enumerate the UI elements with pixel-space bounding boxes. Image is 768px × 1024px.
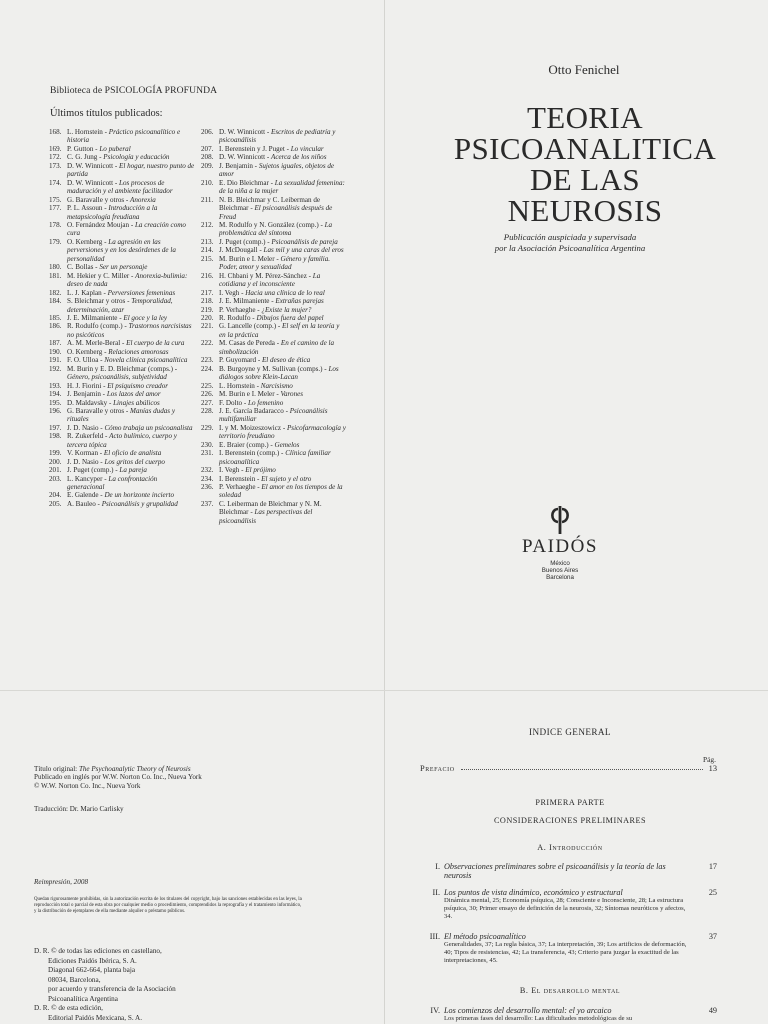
list-item-text: M. Burin y E. D. Bleichmar (comps.) - Género, psicoanálisis, subjetividad xyxy=(67,364,178,382)
list-item xyxy=(49,475,195,492)
latest-titles-heading: Últimos títulos publicados: xyxy=(50,108,163,119)
list-item-text: E. Dio Bleichmar - La sexualidad femenina: de la niña a la mujer xyxy=(219,178,345,196)
list-item-text: J. E. Milmaniente - El goce y la ley xyxy=(67,313,168,322)
list-item-text: C. Leiberman de Bleichmar y N. M. Bleichmar - Las perspectivas del psicoanálisis xyxy=(219,499,322,525)
list-item-text: I. Berenstein (comp.) - Clínica familiar psicoanalítica xyxy=(219,449,331,466)
original-title-label: Título original: xyxy=(34,765,78,773)
list-item-number: 226. xyxy=(201,390,214,399)
list-item xyxy=(201,221,347,238)
list-item xyxy=(201,449,347,466)
list-item-text: H. J. Fiorini - El psiquismo creador xyxy=(67,381,169,390)
list-item-number: 229. xyxy=(201,423,214,432)
list-item xyxy=(49,289,195,297)
list-item-text: M. Burin e I. Meler - Género y familia. Poder, amor y sexualidad xyxy=(219,254,331,272)
list-item-text: M. Rodulfo y N. González (comp.) - La problemática del síntoma xyxy=(219,220,333,238)
dot-leader xyxy=(461,769,703,770)
list-item-number: 220. xyxy=(201,313,214,322)
list-item-text: J. McDougall - Las mil y una caras del eros xyxy=(219,246,344,255)
list-item-text: O. Kernberg - Relaciones amorosas xyxy=(67,347,169,356)
list-item xyxy=(49,128,195,145)
toc-entry-number: III. xyxy=(429,932,440,941)
list-item xyxy=(49,407,195,424)
list-item-text: I. Berenstein - El sujeto y el otro xyxy=(219,474,312,483)
list-item-number: 186. xyxy=(49,322,62,331)
list-item xyxy=(49,179,195,196)
list-item-text: H. Chbani y M. Pérez-Sánchez - La cotidiana y el inconsciente xyxy=(219,271,321,289)
list-item-text: D. W. Winnicott - Acerca de los niños xyxy=(219,153,327,162)
list-item xyxy=(49,356,195,364)
list-item-text: P. Verhaeghe - El amor en los tiempos de la soledad xyxy=(219,483,343,500)
list-item-number: 214. xyxy=(201,246,214,255)
toc-entry xyxy=(412,862,717,881)
rights-line: Psicoanalítica Argentina xyxy=(48,994,118,1003)
list-item-number: 219. xyxy=(201,305,214,314)
title-line: DE LAS xyxy=(529,162,641,197)
list-item xyxy=(49,153,195,161)
toc-entry-head xyxy=(412,1006,717,1015)
list-item xyxy=(49,382,195,390)
list-item xyxy=(49,145,195,153)
list-item-text: O. Kernberg - La agresión en las perversiones y en los desórdenes de la personalidad xyxy=(67,237,176,263)
list-item xyxy=(201,289,347,297)
rights-line: 08034, Barcelona, xyxy=(48,975,101,984)
list-item xyxy=(49,196,195,204)
list-item-text: C. Bollas - Ser un personaje xyxy=(67,263,148,272)
list-item-number: 206. xyxy=(201,128,214,136)
titles-list-right xyxy=(201,128,347,525)
publisher-name: PAIDÓS xyxy=(522,536,598,557)
subtitle-line: Publicación auspiciada y supervisada xyxy=(503,232,637,242)
page-column-label: Pág. xyxy=(703,755,716,764)
list-item-text: A. M. Merle-Beral - El cuerpo de la cura xyxy=(67,339,185,348)
toc-entry-title: Los puntos de vista dinámico, económico y estructural xyxy=(444,888,623,897)
list-item-text: R. Zukerfeld - Acto bulímico, cuerpo y tercera tópica xyxy=(67,432,177,449)
list-item-number: 175. xyxy=(49,195,62,204)
list-item-number: 187. xyxy=(49,339,62,348)
list-item xyxy=(201,145,347,153)
list-item-text: V. Korman - El oficio de analista xyxy=(67,449,162,458)
title-line: TEORIA xyxy=(526,100,644,135)
list-item-number: 192. xyxy=(49,364,62,373)
list-item xyxy=(201,475,347,483)
list-item-number: 180. xyxy=(49,263,62,272)
list-item-text: M. Hekier y C. Miller - Anorexia-bulimia: deseo de nada xyxy=(67,271,188,289)
list-item xyxy=(49,449,195,457)
list-item-text: J. E. García Badaracco - Psicoanálisis multifamiliar xyxy=(219,406,328,424)
city: Buenos Aires xyxy=(541,567,579,574)
list-item xyxy=(201,314,347,322)
list-item-text: D. Maldavsky - Linajes abúlicos xyxy=(67,398,160,407)
list-item-number: 199. xyxy=(49,449,62,458)
list-item-number: 207. xyxy=(201,144,214,153)
list-item-number: 182. xyxy=(49,288,62,297)
list-item xyxy=(49,238,195,263)
list-item-text: J. Puget (comp.) - La pareja xyxy=(67,466,147,475)
legal-notice: Quedan rigurosamente prohibidas, sin la autorización escrita de los titulares del copyright, bajo las sanciones establecidas en las leyes, la reproducción total o parcial de esta obra por cualquier medio o procedimiento, comprendidos la reprografía y el tratamiento informático, y la distribución de ejemplares de ella mediante alquiler o préstamo públicos. xyxy=(34,897,302,914)
translation-note: Traducción: Dr. Mario Carlisky xyxy=(34,805,124,813)
list-item xyxy=(201,179,347,196)
index-title: INDICE GENERAL xyxy=(529,727,611,737)
list-item xyxy=(201,196,347,221)
list-item-number: 205. xyxy=(49,499,62,508)
list-item-text: D. W. Winnicott - Escritos de pediatría y psicoanálisis xyxy=(219,128,336,145)
preface-label: Prefacio xyxy=(420,764,455,773)
list-item-number: 184. xyxy=(49,297,62,306)
rights-line: D. R. © de todas las ediciones en castellano, xyxy=(34,947,162,955)
rights-block xyxy=(34,947,176,1023)
list-item xyxy=(49,348,195,356)
rights-line: Diagonal 662-664, planta baja xyxy=(48,966,136,974)
list-item xyxy=(201,162,347,179)
published-note: Publicado en inglés por W.W. Norton Co. Inc., Nueva York xyxy=(34,773,202,782)
book-title xyxy=(410,102,760,226)
list-item-number: 224. xyxy=(201,364,214,373)
list-item xyxy=(49,365,195,382)
list-item-number: 236. xyxy=(201,483,214,492)
list-item-number: 210. xyxy=(201,178,214,187)
list-item xyxy=(49,204,195,221)
list-item-text: C. G. Jung - Psicología y educación xyxy=(67,153,170,162)
list-item-text: E. Galende - De un horizonte incierto xyxy=(67,491,174,500)
list-item-number: 234. xyxy=(201,474,214,483)
section-a-heading: A. Introducción xyxy=(537,843,603,852)
publisher-cities xyxy=(500,560,620,581)
toc-entry-title: El método psicoanalítico xyxy=(444,932,526,941)
list-item-number: 212. xyxy=(201,220,214,229)
list-item-text: O. Fernández Moujan - La creación como cura xyxy=(67,220,186,238)
reprint-note: Reimpresión, 2008 xyxy=(34,878,89,886)
list-item-number: 193. xyxy=(49,381,62,390)
subtitle-line: por la Asociación Psicoanalítica Argentina xyxy=(494,243,646,253)
toc-entry-page: 49 xyxy=(708,1006,717,1015)
original-title-line xyxy=(34,765,334,773)
list-item-text: A. Bauleo - Psicoanálisis y grupalidad xyxy=(67,499,178,508)
list-item xyxy=(49,500,195,508)
list-item-text: R. Rodulfo (comp.) - Trastornos narcisistas no psicóticos xyxy=(67,322,192,339)
list-item-number: 201. xyxy=(49,466,62,475)
list-item-text: P. Gutton - Lo puberal xyxy=(67,144,131,153)
list-item-number: 204. xyxy=(49,491,62,500)
list-item-text: M. Burin e I. Meler - Varones xyxy=(219,390,304,399)
list-item-text: I. Vegh - El prójimo xyxy=(219,466,276,475)
list-item-number: 217. xyxy=(201,288,214,297)
list-item-text: J. E. Milmaniente - Extrañas parejas xyxy=(219,297,324,306)
list-item xyxy=(49,221,195,238)
part-title: CONSIDERACIONES PRELIMINARES xyxy=(493,816,647,825)
list-item-text: G. Lancelle (comp.) - El self en la teoría y en la práctica xyxy=(219,322,340,339)
list-item-text: J. D. Nasio - Cómo trabaja un psicoanalista xyxy=(67,423,193,432)
list-item-number: 208. xyxy=(201,153,214,162)
list-item xyxy=(49,314,195,322)
title-line: PSICOANALITICA xyxy=(453,131,717,166)
list-item-number: 223. xyxy=(201,356,214,365)
list-item xyxy=(49,432,195,449)
list-item xyxy=(201,356,347,364)
copyright-note: © W.W. Norton Co. Inc., Nueva York xyxy=(34,781,141,790)
list-item-text: P. Verhaeghe - ¿Existe la mujer? xyxy=(219,305,312,314)
toc-entry-number: I. xyxy=(435,862,440,871)
list-item-number: 191. xyxy=(49,356,62,365)
list-item-number: 173. xyxy=(49,161,62,170)
rights-line: D. R. © de esta edición, xyxy=(34,1004,103,1012)
list-item-number: 194. xyxy=(49,390,62,399)
list-item-number: 195. xyxy=(49,398,62,407)
list-item xyxy=(49,263,195,271)
list-item-number: 209. xyxy=(201,161,214,170)
list-item xyxy=(49,297,195,314)
list-item-text: L. Hornstein - Práctico psicoanalítico e historia xyxy=(67,128,181,145)
list-item-text: N. B. Bleichmar y C. Leiberman de Bleichmar - El psicoanálisis después de Freud xyxy=(219,195,333,221)
titles-list-left xyxy=(49,128,195,508)
list-item xyxy=(49,466,195,474)
rights-line: Editorial Paidós Mexicana, S. A. xyxy=(48,1013,143,1022)
list-item xyxy=(201,399,347,407)
list-item-text: J. D. Nasio - Los gritos del cuerpo xyxy=(67,457,165,466)
book-subtitle xyxy=(440,232,700,254)
toc-entry-head xyxy=(412,888,717,897)
list-item-text: R. Rodulfo - Dibujos fuera del papel xyxy=(219,313,324,322)
toc-entry-page: 17 xyxy=(708,862,717,871)
list-item xyxy=(49,322,195,339)
list-item xyxy=(49,424,195,432)
toc-entry-head xyxy=(412,932,717,941)
list-item xyxy=(201,424,347,441)
list-item-text: J. Puget (comp.) - Psicoanálisis de pareja xyxy=(219,237,338,246)
list-item-number: 196. xyxy=(49,406,62,415)
list-item-number: 178. xyxy=(49,220,62,229)
list-item-number: 168. xyxy=(49,128,62,136)
list-item xyxy=(201,272,347,289)
list-item xyxy=(201,365,347,382)
list-item-number: 174. xyxy=(49,178,62,187)
list-item-text: I. y M. Moizeszowicz - Psicofarmacología y territorio freudiano xyxy=(219,423,346,441)
list-item xyxy=(201,238,347,246)
list-item-number: 198. xyxy=(49,432,62,441)
original-title: The Psychoanalytic Theory of Neurosis xyxy=(78,765,191,773)
list-item-number: 222. xyxy=(201,339,214,348)
list-item-number: 230. xyxy=(201,440,214,449)
list-item-text: L. Kancyper - La confrontación generacional xyxy=(67,474,158,492)
list-item-text: P. L. Assoun - Introducción a la metapsicología freudiana xyxy=(67,204,158,221)
list-item xyxy=(49,399,195,407)
toc-entry-head xyxy=(412,862,717,881)
list-item xyxy=(49,162,195,179)
list-item xyxy=(201,306,347,314)
list-item xyxy=(49,491,195,499)
list-item-number: 177. xyxy=(49,204,62,213)
list-item-text: L. J. Kaplan - Perversiones femeninas xyxy=(67,288,176,297)
list-item-number: 172. xyxy=(49,153,62,162)
list-item xyxy=(201,246,347,254)
list-item xyxy=(201,500,347,525)
list-item-text: F. Dolto - Lo femenino xyxy=(219,398,284,407)
list-item-number: 215. xyxy=(201,254,214,263)
toc-entry-title: Los comienzos del desarrollo mental: el yo arcaico xyxy=(444,1006,612,1015)
list-item-number: 213. xyxy=(201,237,214,246)
list-item-text: D. W. Winnicott - Los procesos de maduración y el ambiente facilitador xyxy=(67,178,173,196)
rights-line: por acuerdo y transferencia de la Asociación xyxy=(48,985,176,993)
list-item-number: 225. xyxy=(201,381,214,390)
list-item xyxy=(49,272,195,289)
list-item-text: I. Berenstein y J. Puget - Lo vincular xyxy=(219,144,324,153)
list-item xyxy=(201,466,347,474)
list-item xyxy=(201,297,347,305)
list-item-number: 203. xyxy=(49,474,62,483)
list-item-text: S. Bleichmar y otros - Temporalidad, determinación, azar xyxy=(67,297,173,314)
list-item-text: B. Burgoyne y M. Sullivan (comps.) - Los diálogos sobre Klein-Lacan xyxy=(219,364,339,382)
list-item xyxy=(201,382,347,390)
list-item xyxy=(201,255,347,272)
toc-preface xyxy=(420,764,717,773)
rights-line: Ediciones Paidós Ibérica, S. A. xyxy=(48,956,137,965)
list-item-number: 181. xyxy=(49,271,62,280)
toc-entry-page: 25 xyxy=(708,888,717,897)
list-item-number: 218. xyxy=(201,297,214,306)
list-item xyxy=(201,153,347,161)
list-item-text: J. Benjamin - Los lazos del amor xyxy=(67,390,161,399)
list-item-number: 232. xyxy=(201,466,214,475)
toc-entry-number: II. xyxy=(432,888,440,897)
list-item xyxy=(201,339,347,356)
page-divider-vertical xyxy=(384,0,385,1024)
list-item-number: 227. xyxy=(201,398,214,407)
list-item-text: G. Baravalle y otros - Anorexia xyxy=(67,195,156,204)
series-title: Biblioteca de PSICOLOGÍA PROFUNDA xyxy=(50,85,218,96)
list-item-number: 221. xyxy=(201,322,214,331)
list-item xyxy=(201,390,347,398)
list-item-text: G. Baravalle y otros - Manías dudas y rituales xyxy=(67,406,175,424)
toc-entry-body: Los primeras fases del desarrollo: Las dificultades metodológicas de su xyxy=(444,1015,633,1023)
list-item-number: 216. xyxy=(201,271,214,280)
list-item xyxy=(201,128,347,145)
list-item-number: 228. xyxy=(201,406,214,415)
toc-entry-number: IV. xyxy=(430,1006,440,1015)
city: Barcelona xyxy=(546,574,574,581)
list-item xyxy=(201,407,347,424)
list-item xyxy=(201,483,347,500)
list-item-text: J. Benjamin - Sujetos iguales, objetos de amor xyxy=(219,161,335,179)
preface-page: 13 xyxy=(708,764,717,773)
toc-entry-title: Observaciones preliminares sobre el psicoanálisis y la teoría de las neurosis xyxy=(444,862,666,881)
title-line: NEUROSIS xyxy=(507,193,663,228)
list-item xyxy=(49,339,195,347)
list-item-text: P. Guyomard - El deseo de ética xyxy=(219,356,311,365)
toc-entry-page: 37 xyxy=(708,932,717,941)
list-item-text: E. Braier (comp.) - Gemelos xyxy=(219,440,300,449)
list-item-number: 231. xyxy=(201,449,214,458)
list-item-number: 190. xyxy=(49,347,62,356)
part-label: PRIMERA PARTE xyxy=(535,798,605,807)
author-name: Otto Fenichel xyxy=(548,62,620,77)
page-divider-horizontal xyxy=(0,690,768,691)
list-item xyxy=(201,322,347,339)
list-item-number: 200. xyxy=(49,457,62,466)
list-item-number: 185. xyxy=(49,313,62,322)
list-item-number: 197. xyxy=(49,423,62,432)
credits-block xyxy=(34,765,334,790)
list-item xyxy=(49,458,195,466)
list-item-text: M. Casas de Pereda - En el camino de la simbolización xyxy=(219,339,335,356)
list-item xyxy=(201,441,347,449)
list-item-number: 169. xyxy=(49,144,62,153)
list-item-number: 211. xyxy=(201,195,214,204)
list-item-text: F. O. Ulloa - Novela clínica psicoanalítica xyxy=(67,356,188,365)
toc-entry-body: Dinámica mental, 25; Economía psíquica, 28; Consciente e Inconsciente, 28; La estructura psíquica, 30; Primer ensayo de definición de la neurosis, 32; Síntomas neuróticos y afectos, 34. xyxy=(444,897,686,921)
toc-entry-body: Generalidades, 37; La regla básica, 37; La interpretación, 39; Los artificios de deformación, 40; Tipos de resistencias, 42; La transferencia, 43; Criterio para juzgar la exactitud de las interpretaciones, 45. xyxy=(444,941,687,965)
list-item-text: L. Hornstein - Narcisismo xyxy=(219,381,293,390)
publisher-logo-icon xyxy=(548,505,572,535)
toc-entry xyxy=(412,1006,717,1023)
list-item-text: D. W. Winnicott - El hogar, nuestro punto de partida xyxy=(67,161,195,179)
section-b-heading: B. El desarrollo mental xyxy=(519,986,621,995)
list-item-number: 179. xyxy=(49,237,62,246)
toc-entry xyxy=(412,932,717,965)
city: México xyxy=(550,560,570,567)
list-item-number: 237. xyxy=(201,499,214,508)
list-item xyxy=(49,390,195,398)
list-item-text: I. Vegh - Hacia una clínica de lo real xyxy=(219,288,325,297)
toc-entry xyxy=(412,888,717,921)
